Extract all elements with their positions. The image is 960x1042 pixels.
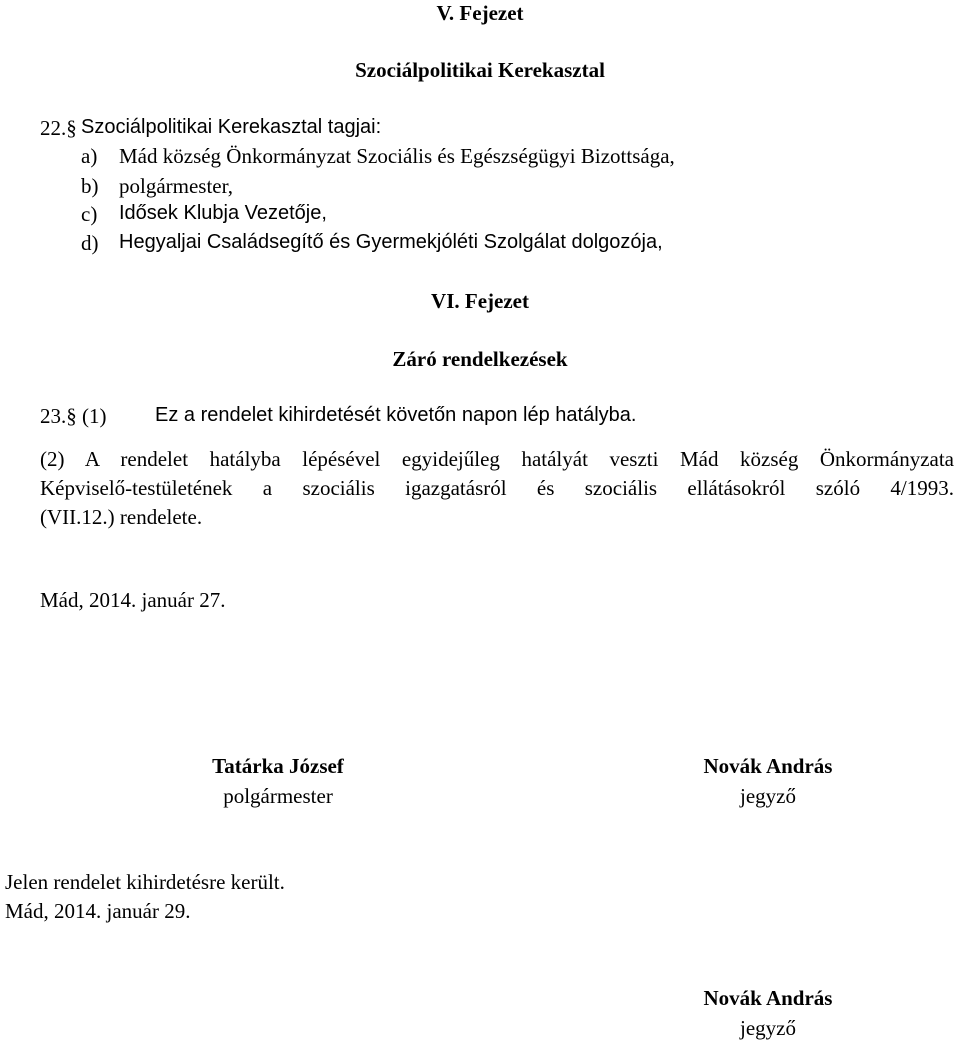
chapter-6-subtitle: Záró rendelkezések — [392, 347, 568, 371]
section-symbol: § — [66, 404, 77, 428]
chapter-5-subtitle: Szociálpolitikai Kerekasztal — [355, 58, 605, 82]
chapter-6-title: VI. Fejezet — [431, 289, 529, 313]
list-item-b — [81, 173, 234, 199]
list-marker: a) — [81, 144, 98, 168]
section-23-para2-line1: (2) A rendelet hatályba lépésével egyidejűleg hatályát veszti Mád község Önkormányzata — [40, 447, 954, 471]
list-text: Hegyaljai Családsegítő és Gyermekjóléti Szolgálat dolgozója, — [119, 231, 663, 253]
section-symbol: § — [66, 116, 77, 140]
final-signature-title: jegyző — [740, 1016, 796, 1041]
list-item-c — [81, 201, 327, 227]
promulgation-line1: Jelen rendelet kihirdetésre került. — [5, 870, 285, 894]
list-item-d — [81, 230, 663, 256]
section-number: 22. — [40, 116, 67, 140]
section-number: 23. — [40, 404, 67, 428]
list-marker: d) — [81, 231, 99, 255]
section-23-para1-marker: (1) — [82, 404, 107, 428]
date-place: Mád, 2014. január 27. — [40, 588, 226, 612]
section-23-para2-line3: (VII.12.) rendelete. — [40, 505, 203, 529]
signature-right-name: Novák András — [703, 754, 833, 778]
section-23-heading — [40, 403, 77, 429]
signature-left — [128, 753, 428, 810]
section-23-para1-text: Ez a rendelet kihirdetését követőn napon lép hatályba. — [155, 404, 637, 426]
final-signature — [618, 985, 918, 1042]
list-marker: b) — [81, 174, 99, 198]
final-signature-name: Novák András — [703, 986, 833, 1010]
list-item-a — [81, 143, 675, 169]
signature-right — [618, 753, 918, 810]
section-23-para2-line2: Képviselő-testületének a szociális igazgatásról és szociális ellátásokról szóló 4/1993. — [40, 476, 954, 500]
list-text: Idősek Klubja Vezetője, — [119, 202, 327, 224]
signature-left-title: polgármester — [223, 784, 333, 809]
list-marker: c) — [81, 202, 98, 226]
list-text: polgármester, — [119, 174, 234, 198]
section-22-intro: Szociálpolitikai Kerekasztal tagjai: — [81, 116, 382, 138]
signature-left-name: Tatárka József — [212, 754, 344, 778]
promulgation-line2: Mád, 2014. január 29. — [5, 899, 191, 923]
signature-right-title: jegyző — [740, 784, 796, 809]
list-text: Mád község Önkormányzat Szociális és Egészségügyi Bizottsága, — [119, 144, 675, 168]
section-22-heading — [40, 115, 77, 141]
chapter-5-title: V. Fejezet — [436, 1, 524, 25]
